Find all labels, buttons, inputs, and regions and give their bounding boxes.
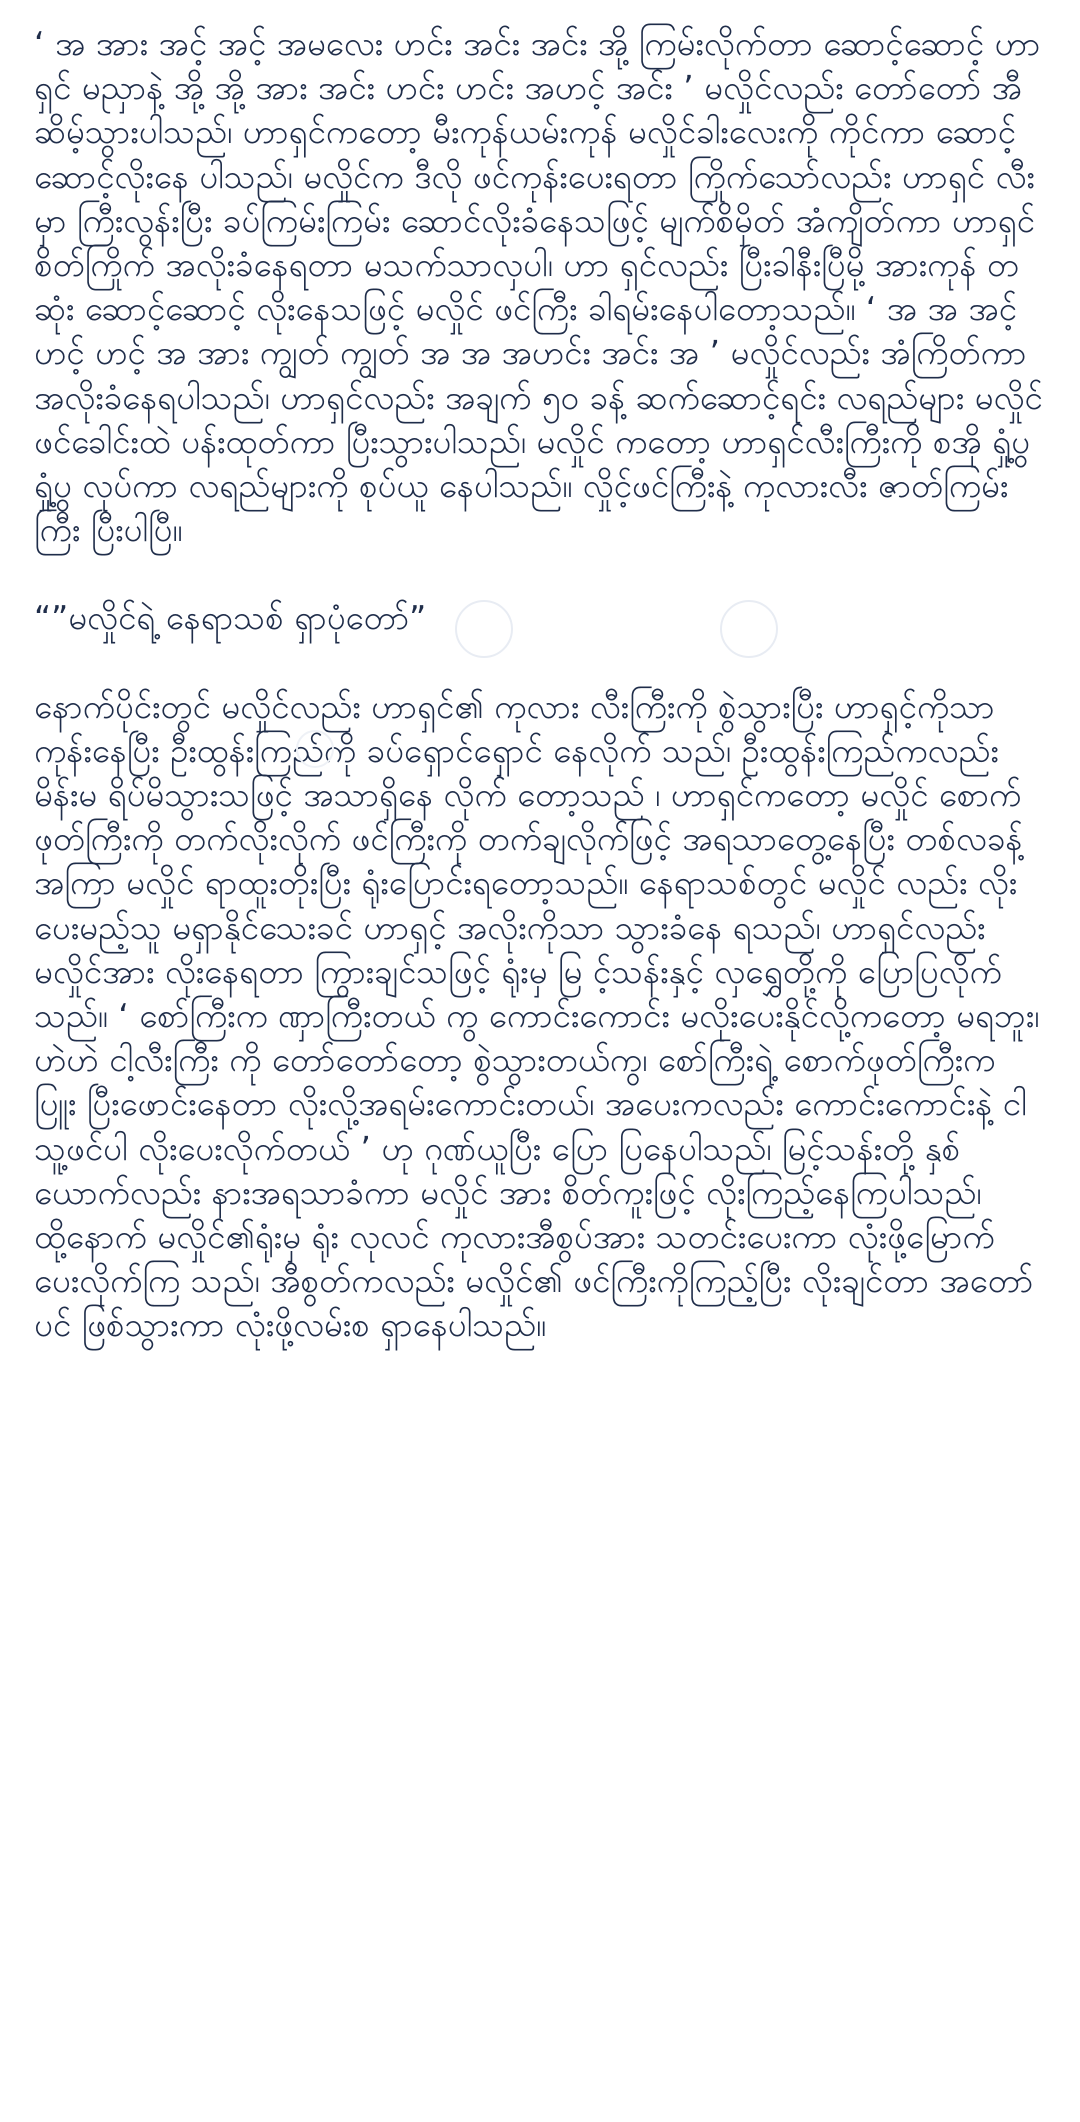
article-paragraph-1: ‘ အ အား အင့် အင့် အမလေး ဟင်း အင်း အင်း အို့ ကြမ်းလိုက်တာ ဆောင့်ဆောင့် ဟာရှင် မညှာနဲ့ အို့ အို့ အား အင်း ဟင်း ဟင်း အဟင့် အင်း ’ မလှိုင်လည်း တော်တော် အီဆိမ့်သွားပါသည်၊ ဟာရှင်ကတော့ မီးကုန်ယမ်းကုန် မလှိုင်ခါးလေးကို ကိုင်ကာ ဆောင့်ဆောင့်လိုးနေ ပါသည်၊ မလှိုင်က ဒီလို ဖင်ကုန်းပေးရတာ ကြိုက်သော်လည်း ဟာရှင် လီးမှာ ကြီးလွန်းပြီး ခပ်ကြမ်းကြမ်း ဆောင်လိုးခံနေသဖြင့် မျက်စိမှိတ် အံကျိတ်ကာ ဟာရှင်စိတ်ကြိုက် အလိုးခံနေရတာ မသက်သာလှပါ၊ ဟာ ရှင်လည်း ပြီးခါနီးပြီမို့ အားကုန် တဆုံး ဆောင့်ဆောင့် လိုးနေသဖြင့် မလှိုင် ဖင်ကြီး ခါရမ်းနေပါတော့သည်။ ‘ အ အ အင့် ဟင့် ဟင့် အ အား ကျွတ် ကျွတ် အ အ အဟင်း အင်း အ ’ မလှိုင်လည်း အံကြိတ်ကာ အလိုးခံနေရပါသည်၊ ဟာရှင်လည်း အချက် ၅၀ ခန့် ဆက်ဆောင့်ရင်း လရည်များ မလှိုင် ဖင်ခေါင်းထဲ ပန်းထုတ်ကာ ပြီးသွားပါသည်၊ မလှိုင် ကတော့ ဟာရှင်လီးကြီးကို စအို ရှုံ့ပွရှုံ့ပွ လုပ်ကာ လရည်များကို စုပ်ယူ နေပါသည်။ လှိုင့်ဖင်ကြီးနဲ့ ကုလားလီး ဇာတ်ကြမ်းကြီး ပြီးပါပြီ။	[34, 24, 1043, 550]
section-heading: “”မလှိုင်ရဲ့ နေရာသစ် ရှာပုံတော်”	[34, 598, 427, 638]
article-paragraph-2: နောက်ပိုင်းတွင် မလှိုင်လည်း ဟာရှင်၏ ကုလား လီးကြီးကို စွဲသွားပြီး ဟာရှင့်ကိုသာ ကုန်းနေပြီး ဦးထွန်းကြည်ကို ခပ်ရှောင်ရှောင် နေလိုက် သည်၊ ဦးထွန်းကြည်ကလည်း မိန်းမ ရိပ်မိသွားသဖြင့် အသာရှိနေ လိုက် တော့သည် ၊ ဟာရှင်ကတော့ မလှိုင် စောက်ဖုတ်ကြီးကို တက်လိုးလိုက် ဖင်ကြီးကို တက်ချလိုက်ဖြင့် အရသာတွေ့နေပြီး တစ်လခန့်အကြာ မလှိုင် ရာထူးတိုးပြီး ရုံးပြောင်းရတော့သည်။ နေရာသစ်တွင် မလှိုင် လည်း လိုးပေးမည့်သူ မရှာနိုင်သေးခင် ဟာရှင့် အလိုးကိုသာ သွားခံနေ ရသည်၊ ဟာရှင်လည်း မလှိုင်အား လိုးနေရတာ ကြွားချင်သဖြင့် ရုံးမှ မြ င့်သန်းနှင့် လှရွှေတို့ကို ပြောပြလိုက်သည်။ ‘ စော်ကြီးက ဏှာကြီးတယ် ကွ ကောင်းကောင်း မလိုးပေးနိုင်လို့ကတော့ မရဘူး၊ ဟဲဟဲ ငါ့လီးကြီး ကို တော်တော်တော့ စွဲသွားတယ်ကွ၊ စော်ကြီးရဲ့ စောက်ဖုတ်ကြီးက ပြူး ပြီးဖောင်းနေတာ လိုးလို့အရမ်းကောင်းတယ်၊ အပေးကလည်း ကောင်းကောင်းနဲ့ ငါသူ့ဖင်ပါ လိုးပေးလိုက်တယ် ’ ဟု ဂုဏ်ယူပြီး ပြော ပြနေပါသည်၊ မြင့်သန်းတို့ နှစ်ယောက်လည်း နားအရသာခံကာ မလှိုင် အား စိတ်ကူးဖြင့် လိုးကြည့်နေကြပါသည်၊ ထို့နောက် မလှိုင်၏ရုံးမှ ရုံး လုလင် ကုလားအီစွပ်အား သတင်းပေးကာ လုံးဖို့မြောက်ပေးလိုက်ကြ သည်၊ အီစွတ်ကလည်း မလှိုင်၏ ဖင်ကြီးကိုကြည့်ပြီး လိုးချင်တာ အတော်ပင် ဖြစ်သွားကာ လုံးဖို့လမ်းစ ရှာနေပါသည်။	[34, 686, 1040, 1345]
